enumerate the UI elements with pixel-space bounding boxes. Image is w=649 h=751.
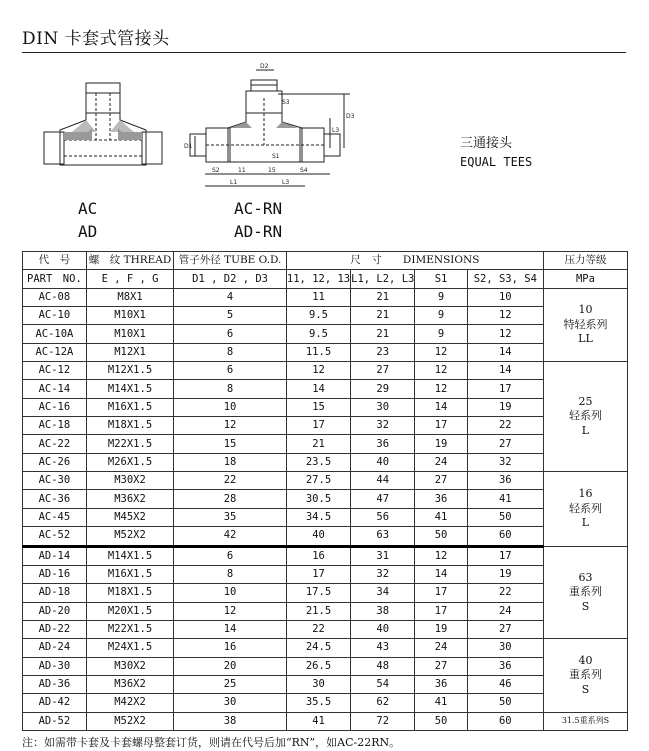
cell-dim-l-small: 15 [286,398,350,416]
cell-tube-od: 38 [174,712,287,730]
cell-dim-l-large: 32 [351,417,415,435]
cell-thread: M10X1 [86,325,173,343]
cell-dim-l-large: 48 [351,657,415,675]
cell-dim-l-large: 44 [351,472,415,490]
cell-tube-od: 12 [174,417,287,435]
pressure-class-cell [543,712,627,730]
header-thread: 螺 纹 THREAD [86,252,173,270]
product-name-en: EQUAL TEES [460,155,533,169]
cell-dim-s2-s4: 60 [467,527,543,546]
cell-tube-od: 10 [174,398,287,416]
table-row [23,639,628,657]
table-row [23,288,628,306]
cell-dim-s1: 24 [415,639,467,657]
cell-dim-l-small: 12 [286,362,350,380]
cell-part-no: AD-24 [23,639,87,657]
cell-dim-l-small: 16 [286,546,350,565]
cell-thread: M16X1.5 [86,565,173,583]
cell-dim-l-small: 14 [286,380,350,398]
table-row [23,546,628,565]
cell-tube-od: 8 [174,343,287,361]
pressure-cn: 特轻系列 [563,317,608,331]
cell-dim-s2-s4: 17 [467,546,543,565]
model-label-ac: AC [78,199,98,218]
cell-dim-s2-s4: 27 [467,435,543,453]
page-title: DIN 卡套式管接头 [22,29,170,49]
footnote: 注：如需带卡套及卡套螺母整套订货，则请在代号后加“RN”，如AC-22RN。 [22,736,401,749]
table-row [23,362,628,380]
dimensions-table [22,251,628,731]
cell-dim-l-large: 63 [351,527,415,546]
table-row [23,565,628,583]
cell-dim-l-small: 17 [286,417,350,435]
dim-label-d2: D2 [260,63,269,70]
cell-thread: M20X1.5 [86,602,173,620]
cell-part-no: AC-18 [23,417,87,435]
cell-thread: M10X1 [86,307,173,325]
cell-tube-od: 28 [174,490,287,508]
pressure-code: S [581,599,590,613]
header-tube-od: 管子外径 TUBE O.D. [174,252,287,270]
cell-dim-s2-s4: 22 [467,584,543,602]
pressure-code: LL [578,332,593,346]
pressure-value: 16 [578,487,593,501]
cell-tube-od: 4 [174,288,287,306]
cell-dim-s1: 12 [415,362,467,380]
cell-part-no: AC-26 [23,453,87,471]
cell-tube-od: 14 [174,620,287,638]
table-row [23,657,628,675]
table-row [23,490,628,508]
subheader-tube-od: D1 , D2 , D3 [174,270,287,288]
cell-thread: M45X2 [86,508,173,526]
cell-dim-s1: 36 [415,675,467,693]
subheader-s2-s4: S2, S3, S4 [467,270,543,288]
cell-dim-s2-s4: 19 [467,565,543,583]
cell-dim-l-small: 17 [286,565,350,583]
cell-dim-s1: 17 [415,417,467,435]
dim-label-s2: S2 [212,167,220,174]
cell-dim-s2-s4: 12 [467,307,543,325]
cell-tube-od: 5 [174,307,287,325]
cell-tube-od: 6 [174,325,287,343]
dim-label-s4: S4 [300,167,308,174]
cell-dim-l-small: 11 [286,288,350,306]
table-row [23,675,628,693]
cell-dim-s1: 9 [415,288,467,306]
pressure-class-cell [543,288,627,361]
cell-dim-l-large: 72 [351,712,415,730]
cell-dim-l-large: 47 [351,490,415,508]
cell-part-no: AC-36 [23,490,87,508]
table-row [23,343,628,361]
cell-part-no: AC-10 [23,307,87,325]
header-part-no: 代 号 [23,252,87,270]
model-label-ac-rn: AC-RN [234,199,283,218]
cell-dim-l-small: 21.5 [286,602,350,620]
pressure-value: 10 [578,303,593,317]
cell-dim-l-large: 62 [351,694,415,712]
cell-part-no: AD-30 [23,657,87,675]
subheader-mpa: MPa [543,270,627,288]
cell-dim-l-small: 11.5 [286,343,350,361]
cell-dim-s1: 17 [415,602,467,620]
cell-tube-od: 35 [174,508,287,526]
cell-part-no: AD-20 [23,602,87,620]
cell-part-no: AC-30 [23,472,87,490]
cell-thread: M22X1.5 [86,435,173,453]
cell-part-no: AC-14 [23,380,87,398]
cell-part-no: AD-14 [23,546,87,565]
title-rule [22,52,626,53]
cell-dim-s1: 17 [415,584,467,602]
cell-part-no: AC-10A [23,325,87,343]
cell-thread: M36X2 [86,675,173,693]
cell-dim-s1: 27 [415,472,467,490]
cell-dim-s1: 36 [415,490,467,508]
cell-dim-s1: 41 [415,508,467,526]
table-row [23,620,628,638]
dim-label-l1: L1 [230,179,238,186]
cell-dim-l-small: 30 [286,675,350,693]
cell-dim-s2-s4: 17 [467,380,543,398]
cell-dim-s2-s4: 46 [467,675,543,693]
cell-dim-l-small: 23.5 [286,453,350,471]
cell-dim-l-small: 17.5 [286,584,350,602]
table-row [23,435,628,453]
subheader-l-large: L1, L2, L3 [351,270,415,288]
subheader-thread: E , F , G [86,270,173,288]
cell-dim-l-small: 41 [286,712,350,730]
cell-thread: M8X1 [86,288,173,306]
cell-part-no: AD-16 [23,565,87,583]
cell-tube-od: 12 [174,602,287,620]
cell-dim-s2-s4: 50 [467,694,543,712]
cell-dim-s2-s4: 10 [467,288,543,306]
cell-dim-l-small: 21 [286,435,350,453]
cell-dim-l-large: 56 [351,508,415,526]
table-row [23,584,628,602]
cell-tube-od: 8 [174,380,287,398]
cell-dim-l-large: 32 [351,565,415,583]
cell-dim-s2-s4: 36 [467,472,543,490]
cell-dim-s2-s4: 30 [467,639,543,657]
cell-dim-l-large: 43 [351,639,415,657]
tee-drawings [0,60,649,195]
pressure-value: 25 [578,395,593,409]
cell-dim-s1: 19 [415,435,467,453]
cell-thread: M24X1.5 [86,639,173,657]
dim-label-s1: S1 [272,153,280,160]
table-row [23,472,628,490]
cell-tube-od: 42 [174,527,287,546]
table-row [23,453,628,471]
dim-label-d1: D1 [184,143,193,150]
cell-dim-l-large: 40 [351,620,415,638]
cell-dim-s1: 41 [415,694,467,712]
table-row [23,417,628,435]
dim-label-d3: D3 [346,113,355,120]
header-pressure: 压力等级 [543,252,627,270]
pressure-class-cell [543,362,627,472]
cell-dim-l-large: 34 [351,584,415,602]
cell-dim-l-small: 9.5 [286,307,350,325]
cell-dim-s2-s4: 14 [467,362,543,380]
product-name-cn: 三通接头 [460,136,513,151]
pressure-cn: 轻系列 [568,409,602,423]
cell-dim-s2-s4: 50 [467,508,543,526]
cell-thread: M18X1.5 [86,417,173,435]
cell-dim-s2-s4: 27 [467,620,543,638]
pressure-class-cell [543,639,627,712]
cell-dim-l-large: 21 [351,307,415,325]
cell-dim-s2-s4: 24 [467,602,543,620]
table-row [23,712,628,730]
cell-dim-s1: 19 [415,620,467,638]
cell-dim-l-small: 40 [286,527,350,546]
tee-drawing-ac [44,83,162,165]
cell-dim-s1: 50 [415,712,467,730]
cell-tube-od: 22 [174,472,287,490]
cell-dim-s1: 27 [415,657,467,675]
dim-label-15: 15 [268,167,276,174]
table-row [23,527,628,546]
pressure-class-cell [543,472,627,546]
table-row [23,508,628,526]
cell-dim-l-small: 34.5 [286,508,350,526]
dim-label-l3: L3 [282,179,290,186]
cell-tube-od: 6 [174,362,287,380]
cell-part-no: AC-08 [23,288,87,306]
cell-thread: M22X1.5 [86,620,173,638]
cell-dim-l-small: 30.5 [286,490,350,508]
cell-dim-l-large: 21 [351,288,415,306]
cell-dim-l-large: 40 [351,453,415,471]
cell-thread: M12X1 [86,343,173,361]
cell-part-no: AD-18 [23,584,87,602]
table-row [23,380,628,398]
subheader-l-small: 11, 12, 13 [286,270,350,288]
table-row [23,602,628,620]
cell-dim-s2-s4: 22 [467,417,543,435]
cell-dim-s1: 12 [415,546,467,565]
cell-tube-od: 30 [174,694,287,712]
cell-dim-l-large: 27 [351,362,415,380]
table-row [23,307,628,325]
cell-part-no: AD-42 [23,694,87,712]
subheader-s1: S1 [415,270,467,288]
cell-dim-s2-s4: 19 [467,398,543,416]
cell-dim-s1: 14 [415,398,467,416]
pressure-cn: 重系列 [568,585,602,599]
cell-tube-od: 20 [174,657,287,675]
cell-thread: M14X1.5 [86,546,173,565]
cell-dim-l-large: 38 [351,602,415,620]
dim-label-11: 11 [238,167,246,174]
cell-tube-od: 25 [174,675,287,693]
header-dimensions: 尺 寸 DIMENSIONS [286,252,543,270]
cell-dim-l-small: 9.5 [286,325,350,343]
cell-dim-s1: 9 [415,325,467,343]
subheader-part-no: PART NO. [23,270,87,288]
cell-dim-l-small: 26.5 [286,657,350,675]
cell-thread: M26X1.5 [86,453,173,471]
cell-dim-l-small: 27.5 [286,472,350,490]
cell-part-no: AC-12A [23,343,87,361]
pressure-value: 31.5重系列S [561,716,610,726]
cell-tube-od: 15 [174,435,287,453]
pressure-cn: 重系列 [568,668,602,682]
cell-thread: M16X1.5 [86,398,173,416]
pressure-code: L [581,515,590,529]
cell-dim-l-large: 30 [351,398,415,416]
cell-part-no: AC-45 [23,508,87,526]
table-row [23,694,628,712]
pressure-value: 40 [578,653,593,667]
cell-dim-s1: 12 [415,380,467,398]
table-row [23,398,628,416]
dim-label-l3-vert: L3 [332,127,340,134]
cell-thread: M52X2 [86,712,173,730]
cell-tube-od: 10 [174,584,287,602]
pressure-code: L [581,423,590,437]
pressure-cn: 轻系列 [568,501,602,515]
cell-dim-l-large: 36 [351,435,415,453]
model-label-ad-rn: AD-RN [234,222,283,241]
cell-tube-od: 18 [174,453,287,471]
cell-dim-s1: 12 [415,343,467,361]
cell-dim-s1: 9 [415,307,467,325]
cell-tube-od: 16 [174,639,287,657]
cell-dim-s1: 24 [415,453,467,471]
cell-dim-l-small: 22 [286,620,350,638]
cell-part-no: AC-12 [23,362,87,380]
cell-thread: M42X2 [86,694,173,712]
cell-thread: M30X2 [86,657,173,675]
cell-thread: M30X2 [86,472,173,490]
cell-dim-l-large: 54 [351,675,415,693]
cell-part-no: AC-16 [23,398,87,416]
cell-dim-l-large: 23 [351,343,415,361]
cell-thread: M18X1.5 [86,584,173,602]
cell-dim-s2-s4: 36 [467,657,543,675]
cell-tube-od: 6 [174,546,287,565]
cell-part-no: AC-22 [23,435,87,453]
cell-dim-s2-s4: 41 [467,490,543,508]
pressure-class-cell [543,546,627,639]
cell-dim-s1: 50 [415,527,467,546]
cell-dim-s2-s4: 12 [467,325,543,343]
cell-dim-s2-s4: 60 [467,712,543,730]
table-row [23,325,628,343]
cell-part-no: AD-52 [23,712,87,730]
cell-dim-l-large: 21 [351,325,415,343]
cell-part-no: AC-52 [23,527,87,546]
cell-dim-l-large: 31 [351,546,415,565]
model-label-ad: AD [78,222,98,241]
cell-part-no: AD-22 [23,620,87,638]
cell-thread: M36X2 [86,490,173,508]
cell-thread: M12X1.5 [86,362,173,380]
cell-dim-s2-s4: 32 [467,453,543,471]
cell-thread: M14X1.5 [86,380,173,398]
cell-dim-l-large: 29 [351,380,415,398]
cell-dim-l-small: 35.5 [286,694,350,712]
cell-thread: M52X2 [86,527,173,546]
cell-dim-s1: 14 [415,565,467,583]
dim-label-s3: S3 [282,99,290,106]
pressure-code: S [581,682,590,696]
cell-tube-od: 8 [174,565,287,583]
cell-dim-s2-s4: 14 [467,343,543,361]
cell-part-no: AD-36 [23,675,87,693]
cell-dim-l-small: 24.5 [286,639,350,657]
pressure-value: 63 [578,570,593,584]
